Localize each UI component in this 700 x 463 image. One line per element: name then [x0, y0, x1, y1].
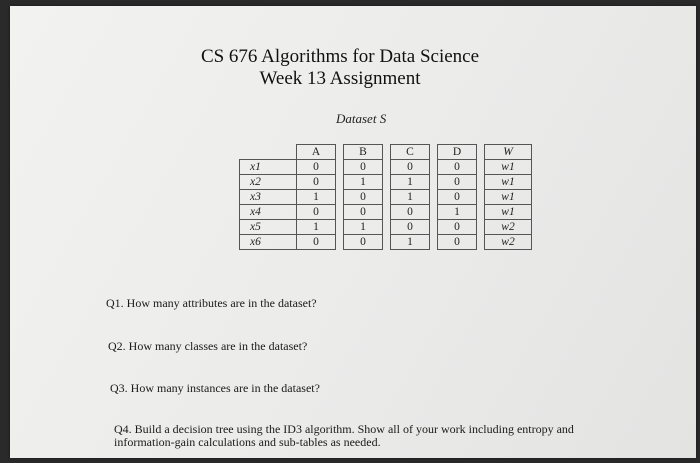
column-spacer — [383, 220, 391, 235]
cell-w: w1 — [485, 190, 532, 205]
question-3: Q3. How many instances are in the dataset? — [110, 381, 320, 395]
cell-b: 0 — [344, 190, 383, 205]
cell-b: 0 — [344, 235, 383, 250]
column-header: B — [344, 145, 383, 160]
cell-w: w2 — [485, 220, 532, 235]
column-header: C — [391, 145, 430, 160]
row-label: x1 — [240, 160, 297, 175]
table-header-row — [240, 145, 532, 160]
cell-a: 0 — [297, 205, 336, 220]
column-spacer — [430, 160, 438, 175]
question-2: Q2. How many classes are in the dataset? — [108, 339, 308, 353]
cell-b: 0 — [344, 160, 383, 175]
page-subtitle: Week 13 Assignment — [259, 68, 421, 89]
cell-c: 1 — [391, 235, 430, 250]
cell-c: 0 — [391, 220, 430, 235]
cell-c: 0 — [391, 160, 430, 175]
column-header: W — [485, 145, 532, 160]
column-spacer — [383, 160, 391, 175]
row-label: x6 — [240, 235, 297, 250]
cell-a: 1 — [297, 190, 336, 205]
table-row — [240, 235, 532, 250]
column-spacer — [477, 235, 485, 250]
column-header: D — [438, 145, 477, 160]
column-spacer — [336, 220, 344, 235]
column-spacer — [336, 205, 344, 220]
column-spacer — [336, 160, 344, 175]
column-spacer — [430, 235, 438, 250]
cell-c: 0 — [391, 205, 430, 220]
column-spacer — [430, 220, 438, 235]
cell-d: 0 — [438, 160, 477, 175]
cell-d: 0 — [438, 235, 477, 250]
column-header: A — [297, 145, 336, 160]
cell-d: 1 — [438, 205, 477, 220]
cell-c: 1 — [391, 190, 430, 205]
column-spacer — [477, 160, 485, 175]
cell-w: w2 — [485, 235, 532, 250]
cell-d: 0 — [438, 175, 477, 190]
header-corner — [240, 145, 297, 160]
column-spacer — [336, 235, 344, 250]
cell-w: w1 — [485, 160, 532, 175]
column-spacer — [477, 205, 485, 220]
table-row — [240, 205, 532, 220]
column-spacer — [430, 145, 438, 160]
column-spacer — [383, 175, 391, 190]
column-spacer — [383, 145, 391, 160]
cell-b: 1 — [344, 175, 383, 190]
dataset-caption: Dataset S — [336, 111, 387, 126]
row-label: x3 — [240, 190, 297, 205]
cell-d: 0 — [438, 220, 477, 235]
cell-a: 0 — [297, 160, 336, 175]
question-4: Q4. Build a decision tree using the ID3 algorithm. Show all of your work including entropy and information-gain calculations and sub-tables as needed. — [114, 422, 574, 449]
table-row — [240, 190, 532, 205]
column-spacer — [430, 175, 438, 190]
dataset-body — [240, 160, 532, 250]
column-spacer — [336, 190, 344, 205]
row-label: x5 — [240, 220, 297, 235]
cell-d: 0 — [438, 190, 477, 205]
cell-a: 1 — [297, 220, 336, 235]
table-row — [240, 160, 532, 175]
column-spacer — [477, 175, 485, 190]
assignment-page — [10, 6, 696, 458]
cell-a: 0 — [297, 175, 336, 190]
column-spacer — [383, 205, 391, 220]
row-label: x2 — [240, 175, 297, 190]
cell-b: 1 — [344, 220, 383, 235]
cell-w: w1 — [485, 175, 532, 190]
table-row — [240, 220, 532, 235]
column-spacer — [336, 145, 344, 160]
column-spacer — [477, 220, 485, 235]
dataset-table — [239, 144, 532, 250]
page-title: CS 676 Algorithms for Data Science — [200, 46, 480, 67]
question-1: Q1. How many attributes are in the dataset? — [106, 296, 317, 310]
column-spacer — [430, 205, 438, 220]
row-label: x4 — [240, 205, 297, 220]
column-spacer — [383, 235, 391, 250]
cell-a: 0 — [297, 235, 336, 250]
column-spacer — [430, 190, 438, 205]
column-spacer — [336, 175, 344, 190]
table-row — [240, 175, 532, 190]
column-spacer — [477, 190, 485, 205]
column-spacer — [383, 190, 391, 205]
cell-c: 1 — [391, 175, 430, 190]
cell-b: 0 — [344, 205, 383, 220]
column-spacer — [477, 145, 485, 160]
cell-w: w1 — [485, 205, 532, 220]
